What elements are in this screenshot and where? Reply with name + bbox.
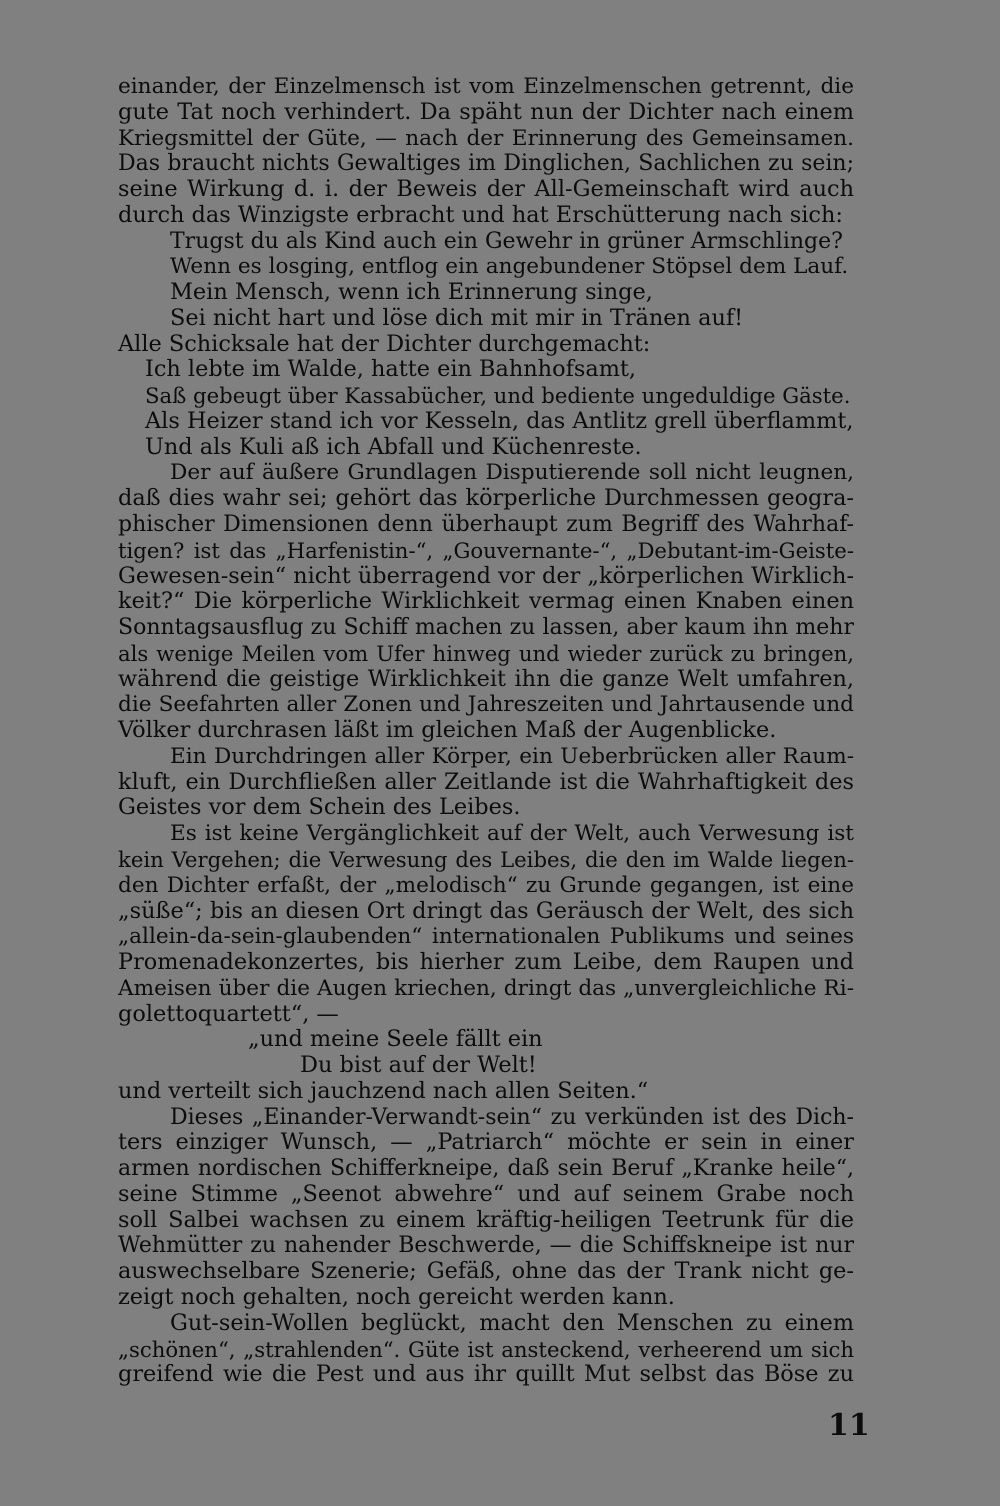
- text-line: Völker durchrasen läßt im gleichen Maß der Augenblicke.: [118, 717, 777, 744]
- text-line: seine Stimme „Seenot abwehre“ und auf seinem Grabe noch: [118, 1180, 854, 1207]
- text-line: Dieses „Einander-Verwandt-sein“ zu verkünden ist des Dich-: [170, 1104, 854, 1130]
- text-line: und verteilt sich jauchzend nach allen Seiten.“: [118, 1077, 649, 1104]
- text-line: golettoquartett“, —: [118, 1000, 339, 1027]
- text-line: kein Vergehen; die Verwesung des Leibes, die den im Walde liegen-: [118, 846, 854, 872]
- text-line: Und als Kuli aß ich Abfall und Küchenreste.: [145, 433, 642, 460]
- text-line: Promenadekonzertes, bis hierher zum Leibe, dem Raupen und: [118, 949, 854, 976]
- text-line: kluft, ein Durchfließen aller Zeitlande ist die Wahrhaftigkeit des: [118, 768, 854, 795]
- text-line: soll Salbei wachsen zu einem kräftig-heiligen Teetrunk für die: [118, 1206, 854, 1233]
- text-line: Ein Durchdringen aller Körper, ein Ueberbrücken aller Raum-: [170, 743, 854, 769]
- page-body: [118, 74, 854, 1388]
- text-line: Wehmütter zu nahender Beschwerde, — die Schiffskneipe ist nur: [118, 1233, 854, 1259]
- text-line: Ich lebte im Walde, hatte ein Bahnhofsamt,: [145, 356, 637, 383]
- text-line: Kriegsmittel der Güte, — nach der Erinnerung des Gemeinsamen.: [118, 125, 854, 151]
- text-line: Trugst du als Kind auch ein Gewehr in grüner Armschlinge?: [170, 228, 843, 254]
- text-line: Als Heizer stand ich vor Kesseln, das Antlitz grell überflammt,: [145, 407, 854, 434]
- text-line: die Seefahrten aller Zonen und Jahreszeiten und Jahrtausende und: [118, 692, 854, 718]
- text-line: Alle Schicksale hat der Dichter durchgemacht:: [118, 330, 651, 357]
- page-number: 11: [828, 1408, 870, 1443]
- text-line: keit?“ Die körperliche Wirklichkeit vermag einen Knaben einen: [118, 588, 854, 615]
- text-line: „und meine Seele fällt ein: [248, 1026, 543, 1053]
- text-line: Gewesen-sein“ nicht überragend vor der „körperlichen Wirklich-: [118, 562, 855, 589]
- text-line: armen nordischen Schifferkneipe, daß sein Beruf „Kranke heile“,: [118, 1156, 854, 1182]
- text-line: Das braucht nichts Gewaltiges im Dinglichen, Sachlichen zu sein;: [118, 151, 854, 177]
- text-line: ters einziger Wunsch, — „Patriarch“ möchte er sein in einer: [118, 1129, 854, 1156]
- text-line: tigen? ist das „Harfenistin-“, „Gouvernante-“, „Debutant-im-Geiste-: [118, 537, 854, 563]
- text-line: gute Tat noch verhindert. Da späht nun der Dichter nach einem: [118, 98, 854, 125]
- text-line: Geistes vor dem Schein des Leibes.: [118, 794, 521, 821]
- text-line: einander, der Einzelmensch ist vom Einzelmenschen getrennt, die: [118, 74, 854, 99]
- text-line: „allein-da-sein-glaubenden“ internationalen Publikums und seines: [118, 924, 854, 950]
- text-line: Mein Mensch, wenn ich Erinnerung singe,: [170, 279, 653, 306]
- text-line: greifend wie die Pest und aus ihr quillt Mut selbst das Böse zu: [118, 1361, 854, 1388]
- text-line: Ameisen über die Augen kriechen, dringt das „unvergleichliche Ri-: [118, 975, 854, 1001]
- text-line: Wenn es losging, entflog ein angebundener Stöpsel dem Lauf.: [170, 254, 849, 280]
- text-line: Gut-sein-Wollen beglückt, macht den Menschen zu einem: [170, 1309, 854, 1336]
- text-line: als wenige Meilen vom Ufer hinweg und wieder zurück zu bringen,: [118, 640, 854, 666]
- text-line: durch das Winzigste erbracht und hat Erschütterung nach sich:: [118, 201, 843, 228]
- text-line: Der auf äußere Grundlagen Disputierende soll nicht leugnen,: [170, 460, 854, 486]
- text-line: zeigt noch gehalten, noch gereicht werden kann.: [118, 1283, 675, 1310]
- text-line: während die geistige Wirklichkeit ihn die ganze Welt umfahren,: [118, 665, 854, 692]
- text-line: Saß gebeugt über Kassabücher, und bediente ungeduldige Gäste.: [145, 383, 851, 409]
- text-line: auswechselbare Szenerie; Gefäß, ohne das der Trank nicht ge-: [118, 1258, 854, 1285]
- text-line: Sonntagsausflug zu Schiff machen zu lassen, aber kaum ihn mehr: [118, 615, 854, 641]
- text-line: Du bist auf der Welt!: [300, 1052, 537, 1079]
- text-line: „süße“; bis an diesen Ort dringt das Geräusch der Welt, des sich: [118, 897, 854, 924]
- text-line: den Dichter erfaßt, der „melodisch“ zu Grunde gegangen, ist eine: [118, 872, 854, 898]
- text-line: Es ist keine Vergänglichkeit auf der Welt, auch Verwesung ist: [170, 821, 854, 847]
- text-line: phischer Dimensionen denn überhaupt zum Begriff des Wahrhaf-: [118, 512, 854, 538]
- text-line: „schönen“, „strahlenden“. Güte ist ansteckend, verheerend um sich: [118, 1336, 854, 1362]
- text-line: Sei nicht hart und löse dich mit mir in Tränen auf!: [170, 304, 744, 331]
- text-line: daß dies wahr sei; gehört das körperliche Durchmessen geogra-: [118, 485, 854, 512]
- text-line: seine Wirkung d. i. der Beweis der All-Gemeinschaft wird auch: [118, 176, 854, 203]
